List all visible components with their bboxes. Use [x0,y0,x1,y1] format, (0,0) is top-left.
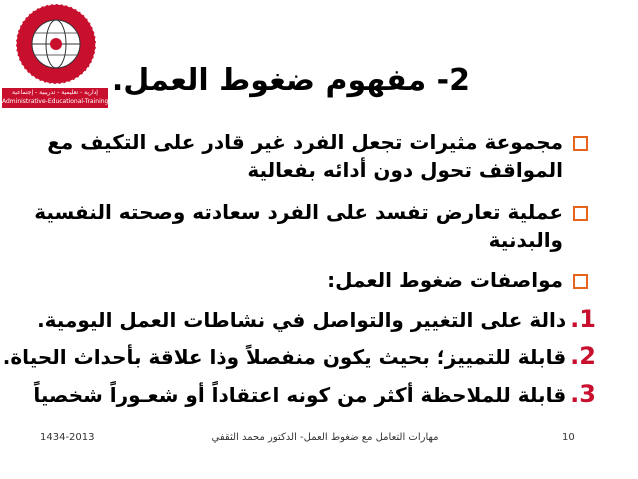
bullet-1-line-1: مجموعة مثيرات تجعل الفرد غير قادر على التكيف مع [47,130,563,154]
numbered-item-2-text: قابلة للتمييز؛ بحيث يكون منفصلاً وذا علاقة بأحداث الحياة. [2,345,567,369]
bullet-item-2-continuation [489,228,563,252]
square-bullet-icon [573,274,588,289]
bullet-2-line-1: عملية تعارض تفسد على الفرد سعادته وصحته النفسية [34,200,563,224]
page-number: 10 [562,432,575,443]
number-label: 3. [570,380,596,408]
footer-year: 1434-2013 [40,432,95,443]
numbered-item-3 [33,380,596,408]
bullet-2-line-2: والبدنية [488,228,563,252]
number-label: 2. [570,342,596,370]
numbered-item-3-text: قابلة للملاحظة أكثر من كونه اعتقاداً أو شعـوراً شخصياً [33,383,567,407]
slide-title: 2- مفهوم ضغوط العمل. [111,63,470,98]
logo-caption-english: Administrative-Educational-Training-Social [2,98,129,105]
organization-logo [2,0,110,88]
numbered-item-2 [3,342,596,370]
bullet-item-3 [327,268,588,292]
number-label: 1. [570,305,596,333]
bullet-item-1 [47,130,588,154]
bullet-3-line-1: مواصفات ضغوط العمل: [327,268,563,292]
square-bullet-icon [573,136,588,151]
logo-caption [2,88,129,108]
numbered-item-1-text: دالة على التغيير والتواصل في نشاطات العمل اليومية. [37,308,567,332]
footer-title: مهارات التعامل مع ضغوط العمل- الدكتور محمد الثقفي [211,432,439,443]
bullet-item-2 [34,200,588,224]
bullet-item-1-continuation [247,158,563,182]
bullet-1-line-2: المواقف تحول دون أدائه بفعالية [247,158,563,182]
square-bullet-icon [573,206,588,221]
logo-caption-arabic: إدارية - تعليمية - تدريبية - إجتماعية [12,89,98,96]
numbered-item-1 [37,305,596,333]
